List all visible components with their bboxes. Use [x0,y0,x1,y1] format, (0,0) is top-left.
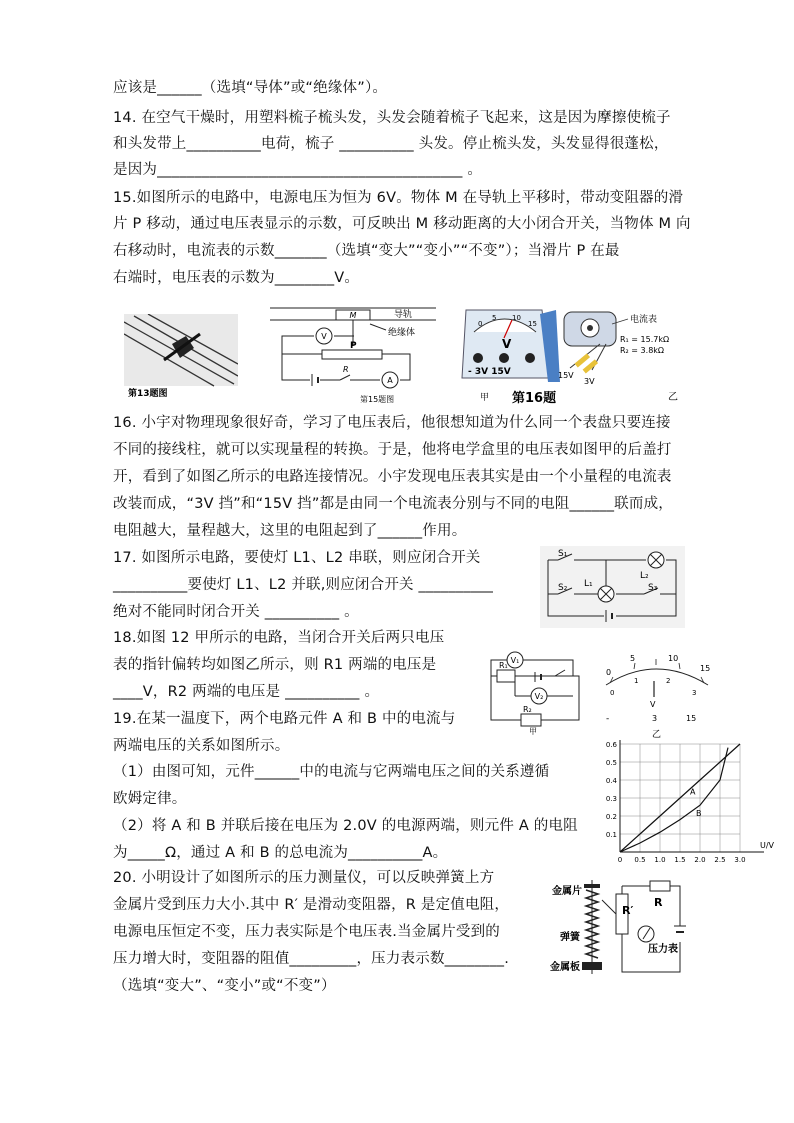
text-line: 两端电压的关系如图所示。 [113,738,290,754]
svg-text:乙: 乙 [652,730,662,740]
text-line: ____V，R2 两端的电压是 __________ 。 [113,684,380,700]
svg-text:绝缘体: 绝缘体 [388,328,416,338]
y-tick-label: 0.4 [605,777,617,785]
svg-text:R₁: R₁ [499,661,508,670]
svg-text:弹簧: 弹簧 [560,932,580,943]
svg-text:金属片: 金属片 [552,886,582,897]
svg-text:15: 15 [700,664,711,673]
x-tick-label: 0.5 [634,856,646,864]
lamp-l2-icon [648,552,664,568]
figure-15-caption: 第15题图 [360,395,395,404]
svg-text:V₁: V₁ [510,656,520,665]
svg-text:-: - [606,714,610,724]
svg-text:甲: 甲 [480,393,490,403]
question-18-text: 18.如图 12 甲所示的电路，当闭合开关后两只电压 [113,630,445,646]
svg-text:3V: 3V [584,377,595,386]
figure-17 [540,546,685,628]
svg-text:0: 0 [610,689,615,697]
text-line: 和头发带上__________电荷，梳子 __________ 头发。停止梳头发，头发显得很蓬松， [113,136,669,152]
svg-text:L₁: L₁ [584,579,593,589]
svg-text:R₂ = 3.8kΩ: R₂ = 3.8kΩ [620,346,665,355]
x-tick-label: 1.5 [674,856,686,864]
svg-text:金属板: 金属板 [550,962,580,973]
text-line: 压力增大时，变阻器的阻值_________，压力表示数________. [113,951,510,967]
svg-text:V: V [502,337,512,351]
text-line: 电阻越大，量程越大，这里的电阻起到了______作用。 [113,523,467,539]
lamp-l1-icon [598,586,614,602]
figure-20 [546,876,716,982]
svg-text:R: R [654,896,663,909]
text-line: 右移动时，电流表的示数_______（选填“变大”“变小”“不变”）；当滑片 P 在最 [113,243,620,259]
svg-text:1: 1 [634,677,639,685]
voltmeter-front [462,310,550,378]
text-line: 为_____Ω，通过 A 和 B 的总电流为__________A。 [113,845,448,861]
svg-text:R₁ = 15.7kΩ: R₁ = 15.7kΩ [620,335,670,344]
svg-text:0: 0 [478,320,483,328]
svg-text:V₂: V₂ [534,692,544,701]
svg-text:V: V [650,700,656,709]
y-tick-label: 0.1 [605,831,617,839]
svg-text:M: M [349,311,357,320]
question-19-text: 19.在某一温度下，两个电路元件 A 和 B 中的电流与 [113,711,456,727]
text-line: __________要使灯 L1、L2 并联,则应闭合开关 __________ [113,577,494,593]
question-20-text: 20. 小明设计了如图所示的压力测量仪，可以反映弹簧上方 [113,870,495,886]
question-17-text: 17. 如图所示电路，要使灯 L1、L2 串联，则应闭合开关 [113,550,481,566]
x-tick-label: 0 [617,856,623,864]
figure-16-caption: 第16题 [512,391,557,406]
text-line: 欧姆定律。 [113,791,187,807]
svg-text:导轨: 导轨 [394,310,413,320]
svg-text:S₂: S₂ [558,583,568,593]
svg-text:电流表: 电流表 [630,315,658,325]
x-tick-label: 2.5 [714,856,726,864]
svg-text:A: A [387,376,393,385]
svg-text:15V: 15V [558,371,574,380]
question-16-text: 16. 小宇对物理现象很好奇，学习了电压表后，他很想知道为什么同一个表盘只要连接 [113,415,671,431]
question-14-text: 14. 在空气干燥时，用塑料梳子梳头发，头发会随着梳子飞起来，这是因为摩擦使梳子 [113,110,671,126]
series-label-A: A [690,787,696,797]
y-tick-label: 0.6 [605,741,617,749]
text-line: （选填“变大”、“变小”或“不变”） [113,978,336,994]
svg-text:甲: 甲 [529,727,537,736]
svg-text:L₂: L₂ [640,571,649,581]
text-line: 右端时，电压表的示数为________V。 [113,270,360,286]
figure-19-chart [596,736,778,866]
svg-text:R′: R′ [622,904,634,917]
text-line: 电源电压恒定不变，压力表实际是个电压表.当金属片受到的 [113,924,501,940]
y-tick-label: 0.5 [605,759,617,767]
svg-text:压力表: 压力表 [648,944,678,955]
text-line: 开，看到了如图乙所示的电路连接情况。小宇发现电压表其实是由一个小量程的电流表 [113,469,672,485]
svg-text:3: 3 [652,714,658,723]
text-line: 绝对不能同时闭合开关 __________ 。 [113,604,359,620]
y-tick-label: 0.3 [605,795,617,803]
text-line: （2）将 A 和 B 并联后接在电压为 2.0V 的电源两端，则元件 A 的电阻 [113,818,578,834]
svg-text:10: 10 [512,314,521,322]
svg-text:3: 3 [692,689,697,697]
svg-text:5: 5 [492,314,497,322]
svg-text:0: 0 [606,668,612,677]
text-line: 片 P 移动，通过电压表显示的示数，可反映出 M 移动距离的大小闭合开关，当物体 M 向 [113,216,691,232]
question-15-text: 15.如图所示的电路中，电源电压为恒为 6V。物体 M 在导轨上平移时，带动变阻器的滑 [113,190,684,206]
svg-text:- 3V 15V: - 3V 15V [468,367,511,377]
svg-text:5: 5 [630,654,636,663]
svg-text:10: 10 [668,654,679,663]
text-line: 应该是______（选填“导体”或“绝缘体”）。 [113,80,388,96]
x-axis-label: U/V [760,841,775,850]
svg-text:P: P [350,341,357,351]
text-line: （1）由图可知，元件______中的电流与它两端电压之间的关系遵循 [113,764,550,780]
figure-13-caption: 第13题图 [128,389,168,398]
text-line: 不同的接线柱，就可以实现量程的转换。于是，他将电学盒里的电压表如图甲的后盖打 [113,442,672,458]
svg-text:15: 15 [686,714,697,723]
figure-15 [270,306,440,406]
svg-text:15: 15 [528,320,537,328]
svg-text:R: R [343,365,349,374]
text-line: 是因为_________________________________________ 。 [113,162,483,178]
text-line: 表的指针偏转均如图乙所示，则 R1 两端的电压是 [113,657,437,673]
figure-18-dial [596,651,720,743]
series-label-B: B [696,809,702,818]
y-tick-label: 0.2 [605,813,617,821]
svg-text:V: V [321,332,327,341]
figure-13 [124,314,238,398]
svg-text:S₁: S₁ [558,549,568,559]
x-tick-label: 3.0 [734,856,746,864]
voltmeter-back [558,312,669,386]
text-line: 金属片受到压力大小.其中 R′ 是滑动变阻器，R 是定值电阻， [113,897,510,913]
svg-text:2: 2 [666,677,671,685]
x-tick-label: 1.0 [654,856,666,864]
figure-18-circuit [485,646,585,736]
figure-16 [460,308,690,406]
series-line-B [620,748,728,852]
svg-text:S₃: S₃ [648,583,658,593]
x-tick-label: 2.0 [694,856,706,864]
text-line: 改装而成，“3V 挡”和“15V 挡”都是由同一个电流表分别与不同的电阻______联而成， [113,496,673,512]
svg-text:R₂: R₂ [523,705,532,714]
svg-text:乙: 乙 [668,392,678,403]
